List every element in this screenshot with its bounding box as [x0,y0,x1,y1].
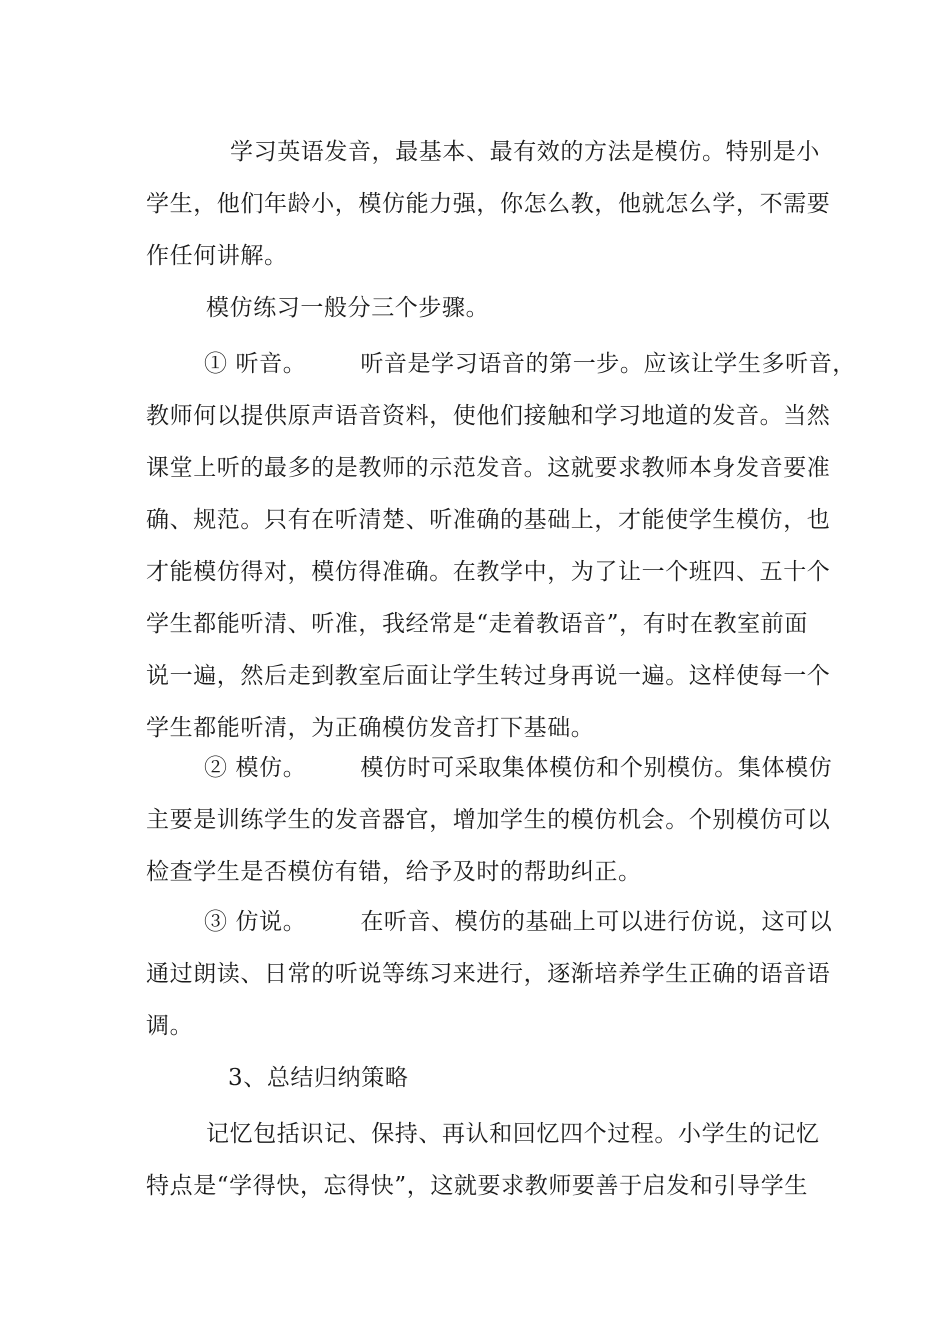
text-line: 通过朗读、日常的听说等练习来进行，逐渐培养学生正确的语音语 [146,961,831,987]
text-line: 确、规范。只有在听清楚、听准确的基础上，才能使学生模仿，也 [146,507,831,533]
paragraph-step-listen [146,338,856,754]
text-line: 说一遍，然后走到教室后面让学生转过身再说一遍。这样使每一个 [146,663,831,689]
text-line: 学生都能听清，为正确模仿发音打下基础。 [146,715,595,741]
text-line: 学习英语发音，最基本、最有效的方法是模仿。特别是小 [230,139,820,165]
step-text: 模仿时可采取集体模仿和个别模仿。集体模仿 [360,755,833,781]
text-line [146,896,833,948]
text-line [146,742,833,794]
paragraph-memory [146,1108,820,1212]
text-line: 主要是训练学生的发音器官，增加学生的模仿机会。个别模仿可以 [146,807,831,833]
paragraph-step-speak [146,896,833,1052]
paragraph-intro [146,126,831,282]
step-label: ① 听音。 [204,351,307,377]
step-text: 听音是学习语音的第一步。应该让学生多听音， [360,351,856,377]
text-line: 特点是“学得快，忘得快”，这就要求教师要善于启发和引导学生 [146,1173,808,1199]
step-label: ③ 仿说。 [204,909,307,935]
text-line: 调。 [146,1013,194,1039]
text-line: 模仿练习一般分三个步骤。 [206,295,490,321]
step-text: 在听音、模仿的基础上可以进行仿说，这可以 [360,909,833,935]
text-line: 作任何讲解。 [146,243,288,269]
text-line: 教师何以提供原声语音资料，使他们接触和学习地道的发音。当然 [146,403,831,429]
text-line: 才能模仿得对，模仿得准确。在教学中，为了让一个班四、五十个 [146,559,831,585]
step-label: ② 模仿。 [204,755,307,781]
paragraph-step-imitate [146,742,833,898]
text-line: 课堂上听的最多的是教师的示范发音。这就要求教师本身发音要准 [146,455,831,481]
paragraph-steps-intro [146,282,806,334]
text-line: 记忆包括识记、保持、再认和回忆四个过程。小学生的记忆 [206,1121,820,1147]
heading-text: 3、总结归纳策略 [228,1065,409,1091]
text-line [146,338,856,390]
text-line: 学生都能听清、听准，我经常是“走着教语音”，有时在教室前面 [146,611,808,637]
text-line: 学生，他们年龄小，模仿能力强，你怎么教，他就怎么学，不需要 [146,191,831,217]
section-heading [146,1052,806,1104]
text-line: 检查学生是否模仿有错，给予及时的帮助纠正。 [146,859,642,885]
